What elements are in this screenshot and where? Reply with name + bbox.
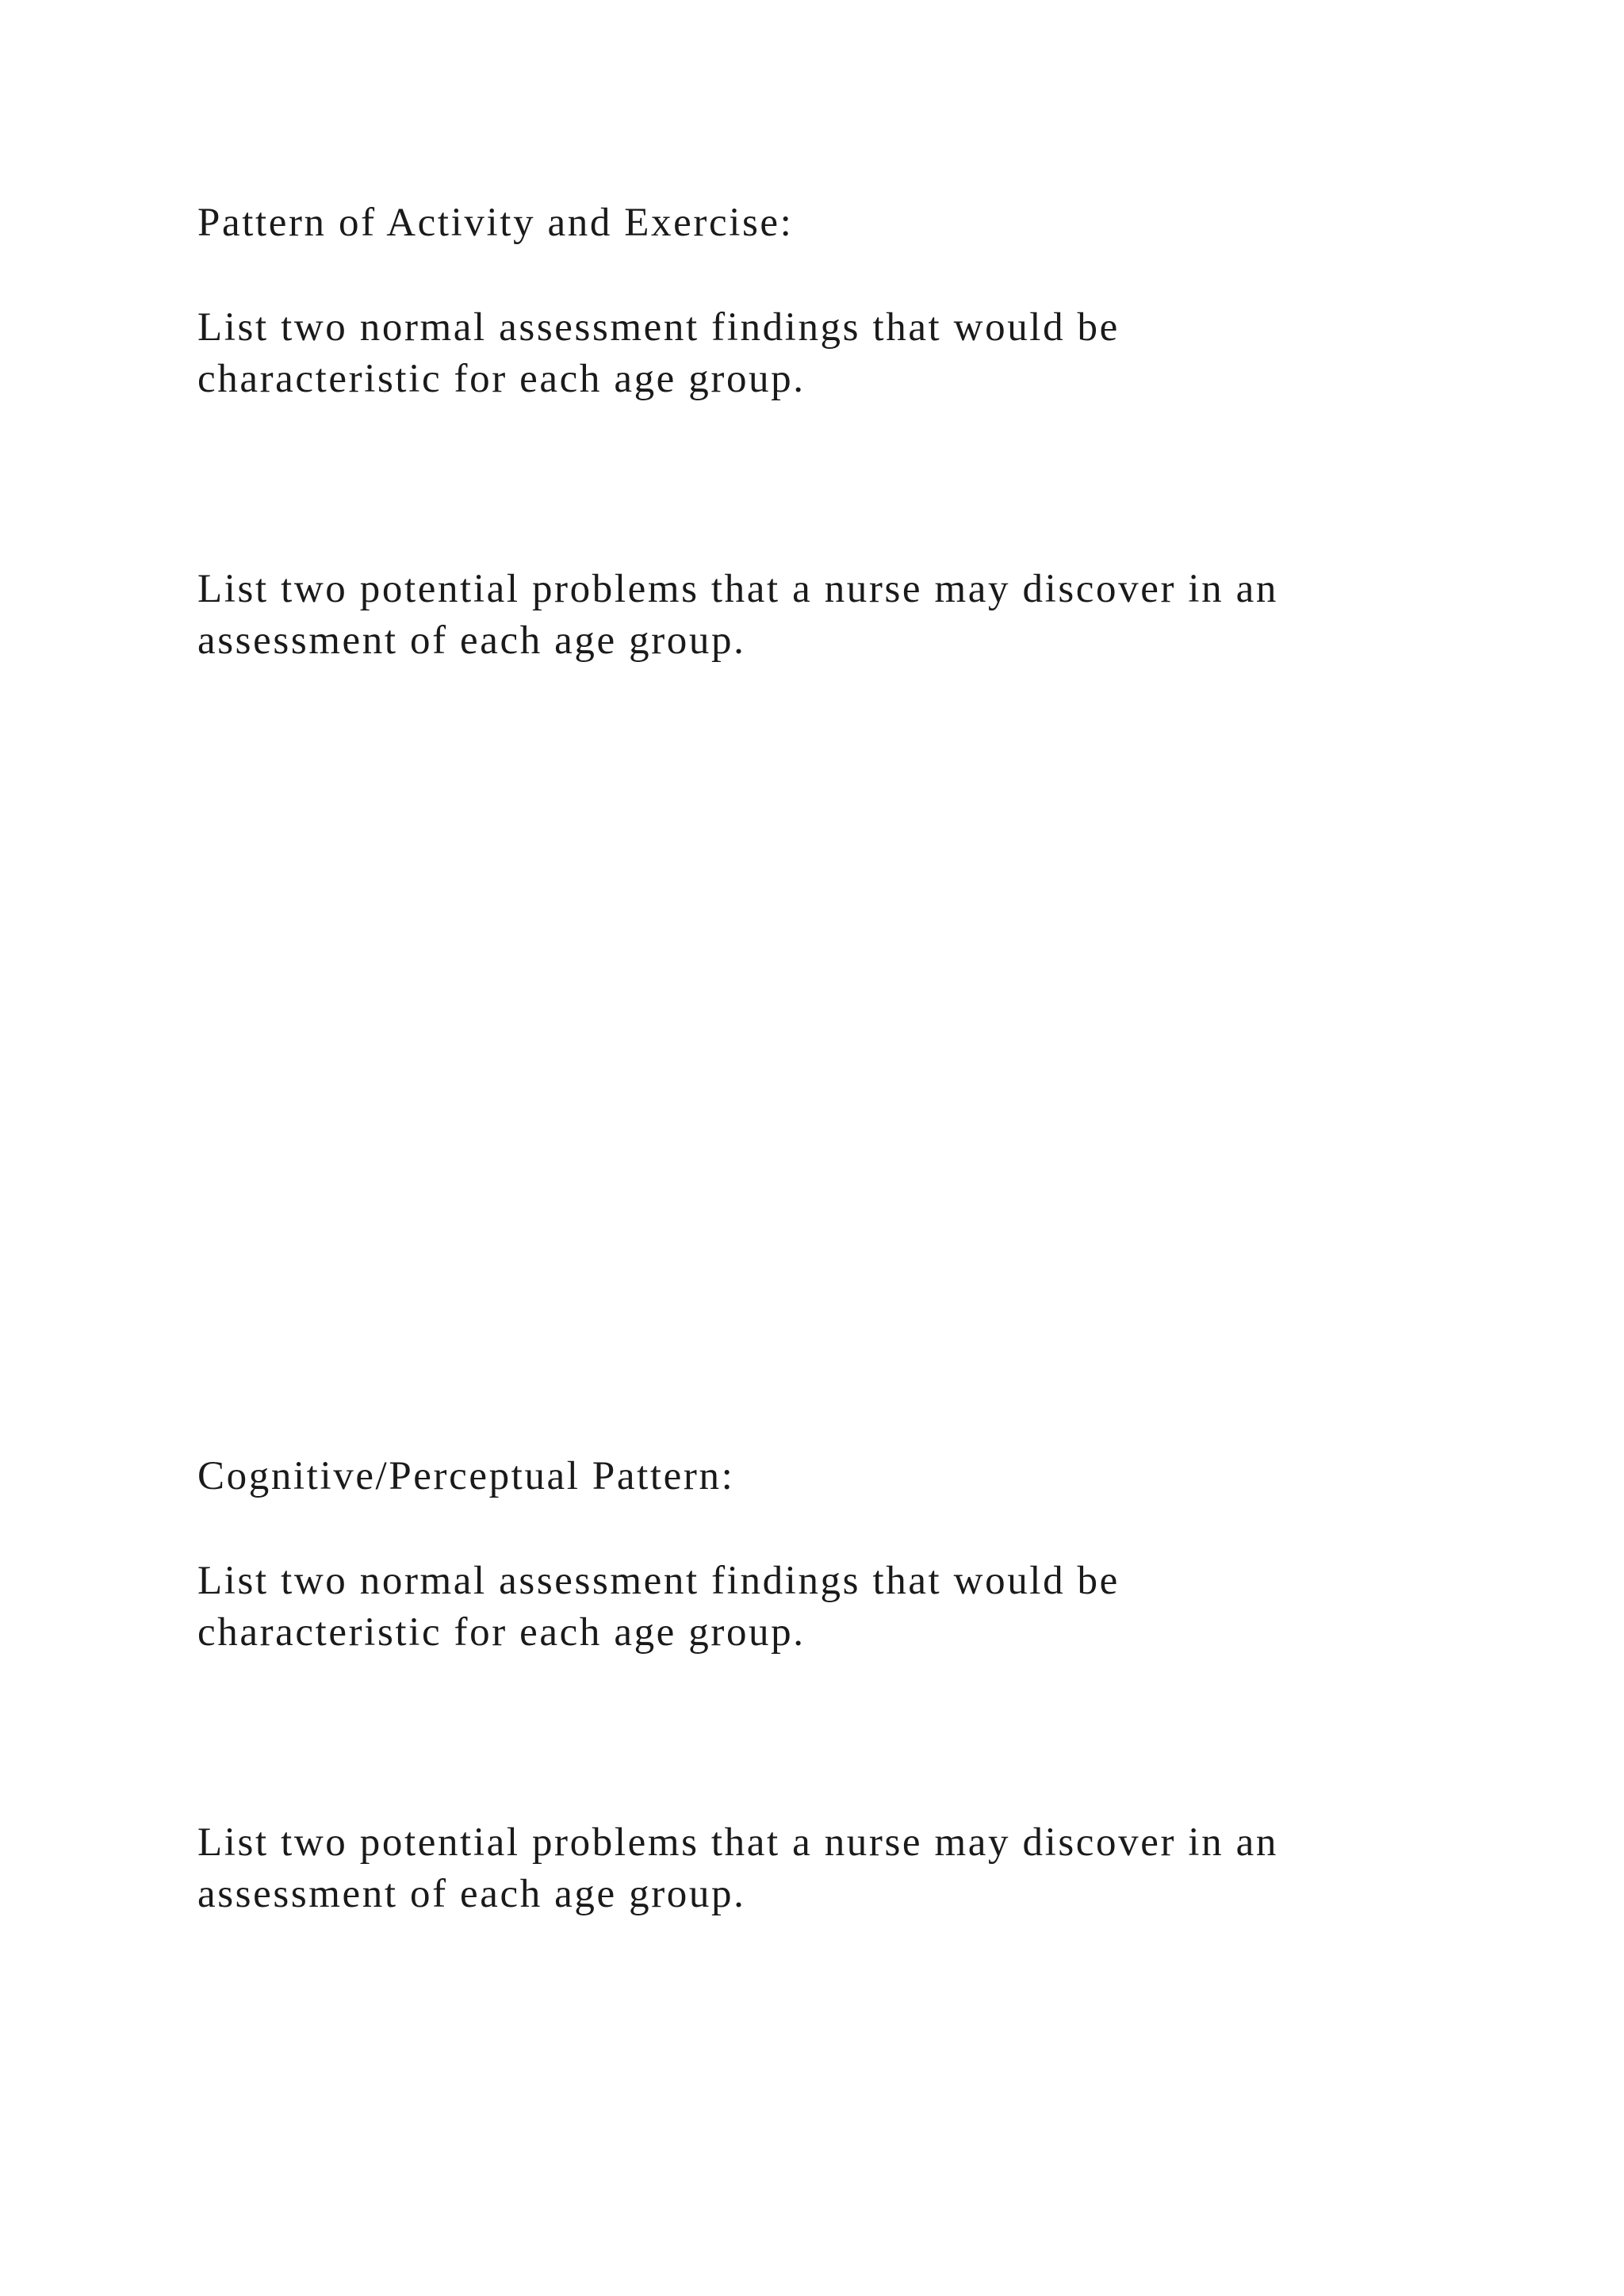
- section-heading: Pattern of Activity and Exercise:: [197, 201, 794, 245]
- problems-prompt-line-2: assessment of each age group.: [197, 1872, 746, 1916]
- normal-findings-prompt-line-2: characteristic for each age group.: [197, 357, 806, 401]
- normal-findings-prompt-line-2: characteristic for each age group.: [197, 1610, 806, 1655]
- normal-findings-prompt-line-1: List two normal assessment findings that would be: [197, 1559, 1120, 1603]
- problems-prompt-line-1: List two potential problems that a nurse may discover in an: [197, 1820, 1278, 1865]
- normal-findings-prompt-line-1: List two normal assessment findings that would be: [197, 305, 1120, 350]
- problems-prompt-line-2: assessment of each age group.: [197, 618, 746, 663]
- problems-prompt-line-1: List two potential problems that a nurse may discover in an: [197, 567, 1278, 611]
- section-heading: Cognitive/Perceptual Pattern:: [197, 1454, 735, 1498]
